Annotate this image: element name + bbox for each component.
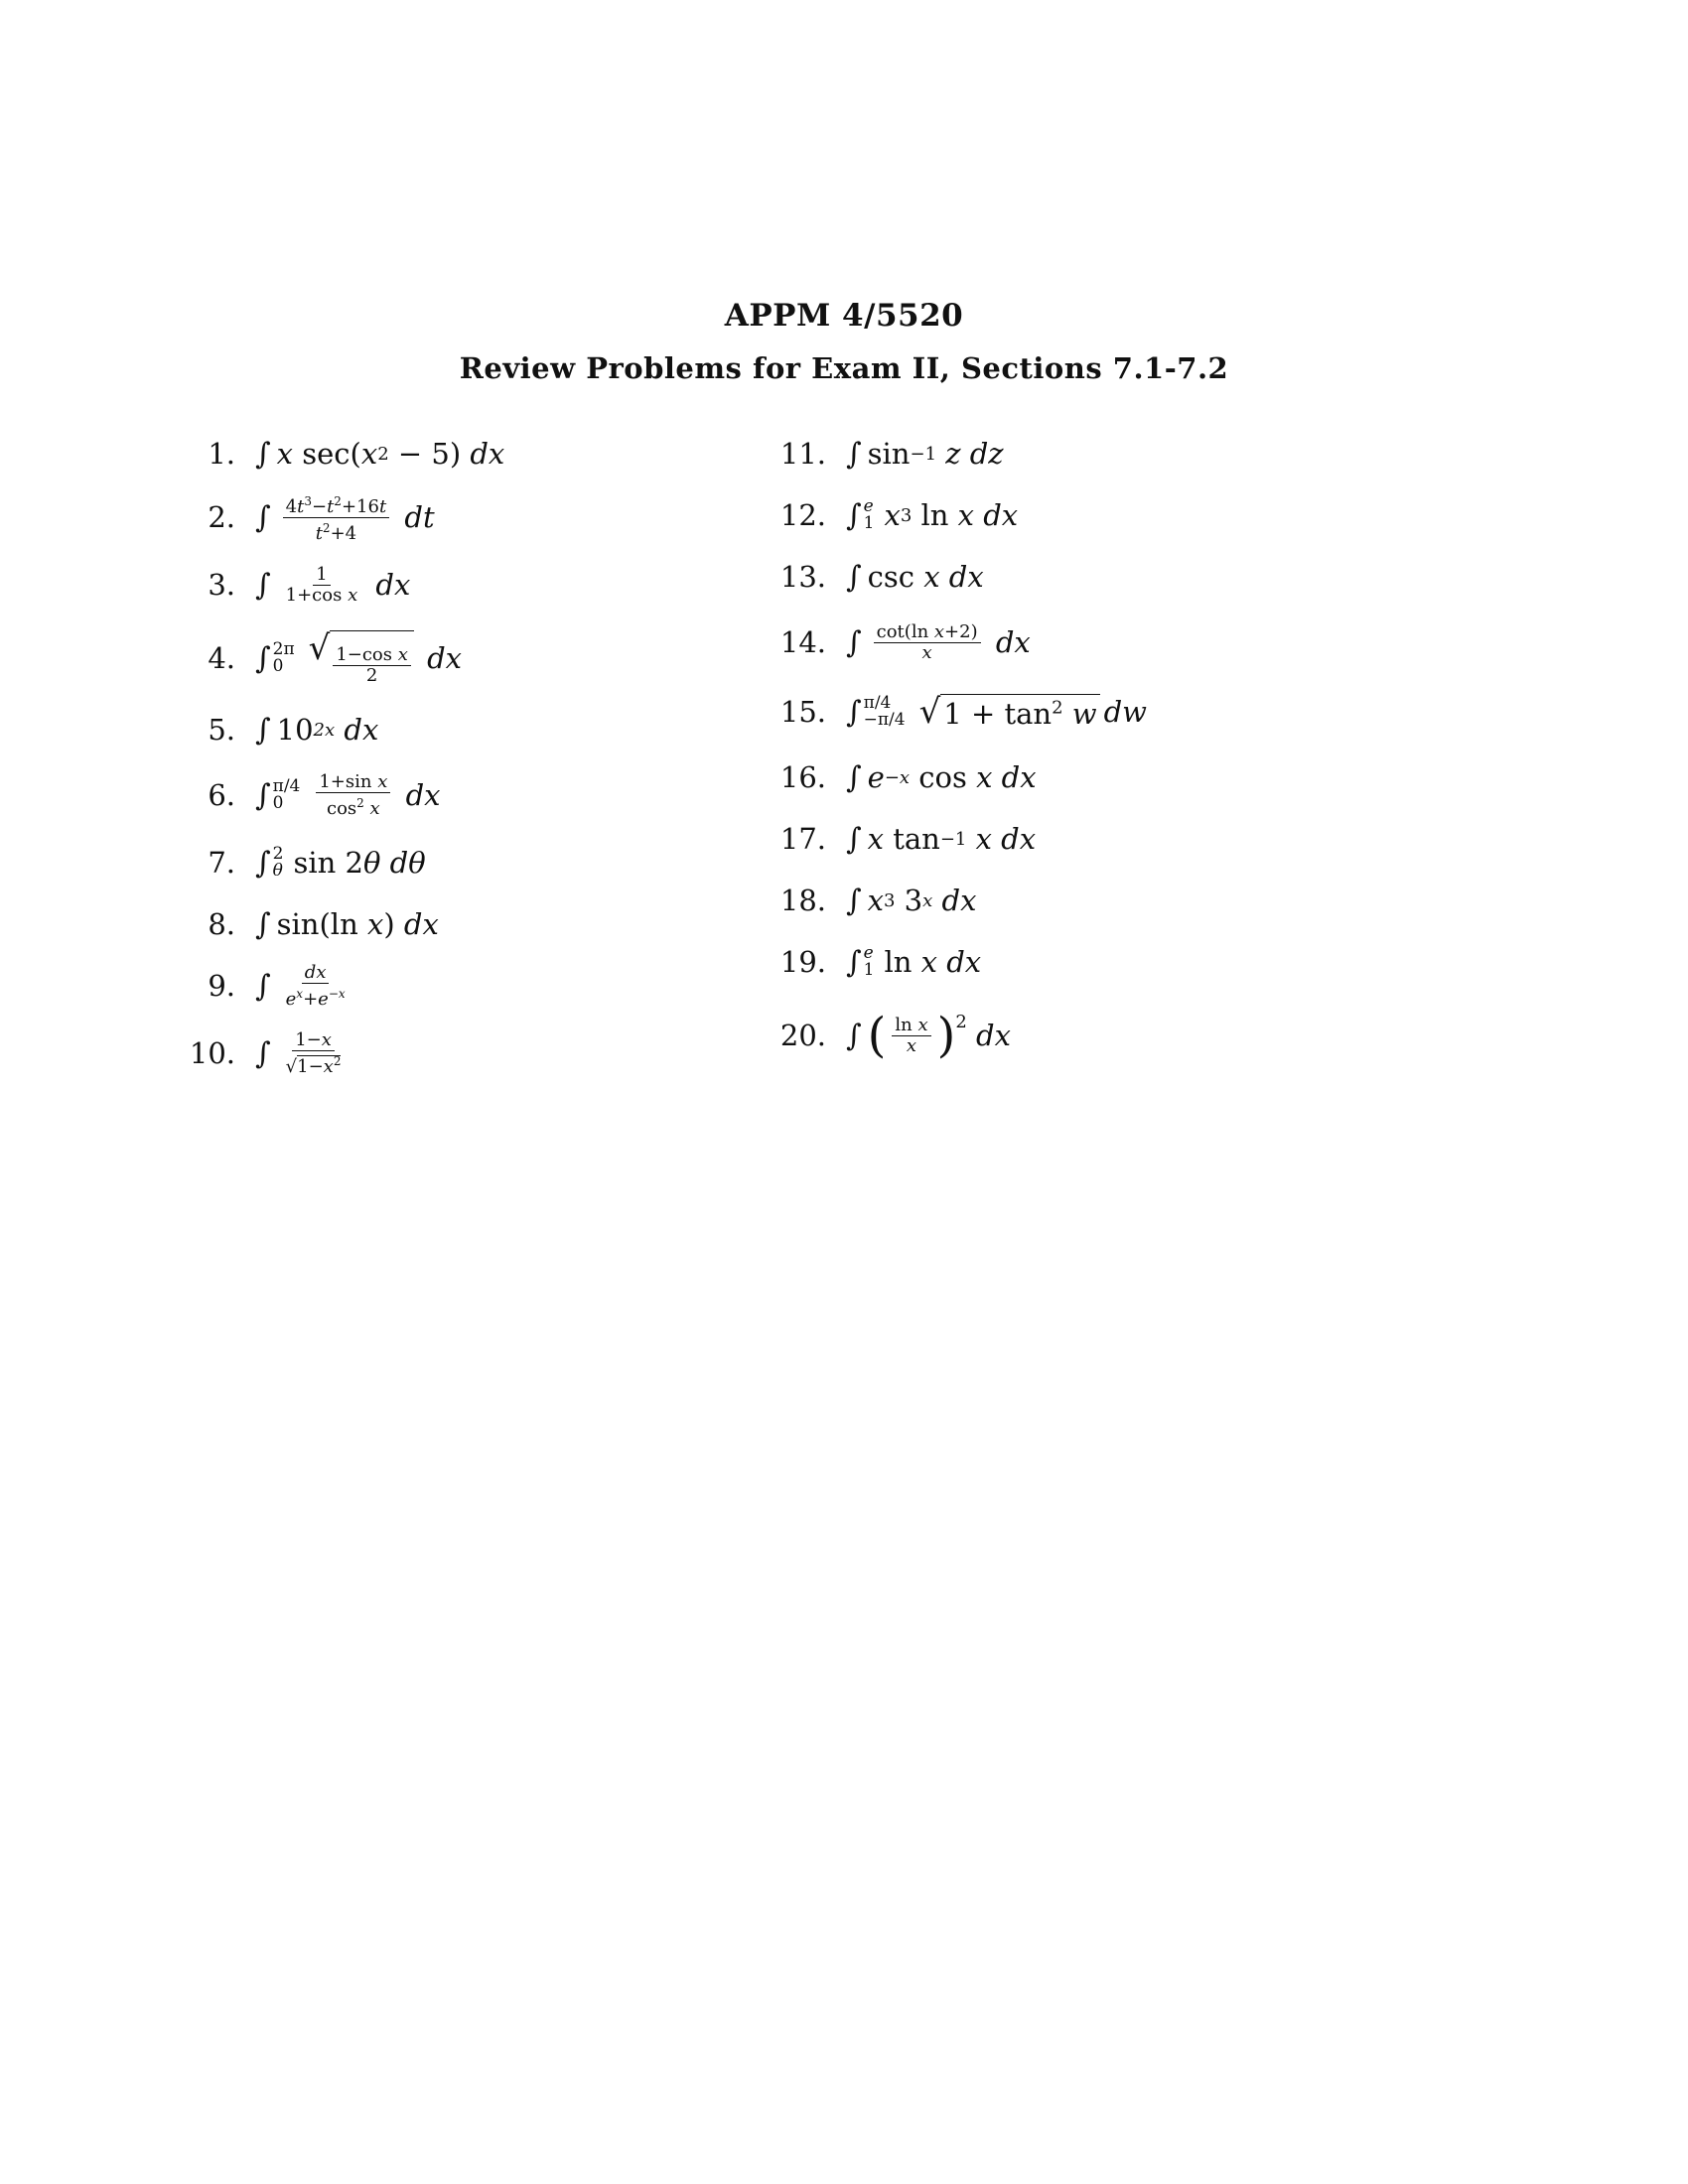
- problem-19: [755, 937, 981, 987]
- problem-expression: ∫ csc x dx: [846, 559, 984, 595]
- page-subtitle: Review Problems for Exam II, Sections 7.1-7.2: [459, 351, 1229, 385]
- problem-expression: ∫ 10 2x dx: [255, 712, 379, 748]
- problem-expression: ∫ ( $\frac{\text{ln x}}{x}$ ) $^2$ dx: [846, 1008, 1011, 1063]
- problem-number: 11.: [779, 437, 826, 471]
- problem-number: 17.: [779, 822, 826, 856]
- problem-number: 1.: [208, 437, 235, 471]
- problem-expression: ∫ 2π 0 √ $\frac{\text{1−cos x}}{2}$ dx: [255, 628, 463, 686]
- problem-1: [174, 429, 504, 478]
- problem-expression: ∫ x tan −1 x dx: [846, 821, 1037, 857]
- problem-16: [755, 752, 1037, 802]
- problem-number: 5.: [208, 713, 235, 747]
- problem-14: [755, 617, 1031, 667]
- problem-20: [755, 1008, 1011, 1063]
- problem-3: [174, 560, 410, 610]
- problem-expression: ∫ $\frac{dx}{e^x+e^{-x}}$: [255, 961, 346, 1010]
- problem-number: 7.: [208, 846, 235, 880]
- problem-5: [174, 705, 378, 754]
- problem-expression: ∫ sin −1 z dz: [846, 436, 1004, 472]
- problem-expression: ∫ $\frac{4t^3-t^2+16t}{t^2+4}$ dt: [255, 491, 435, 544]
- problem-number: 20.: [779, 1019, 826, 1052]
- problem-number: 8.: [208, 907, 235, 941]
- problem-expression: ∫ $\frac{1-x}{√1-x^2}$: [255, 1028, 342, 1077]
- problem-12: [755, 490, 1018, 540]
- problem-number: 4.: [208, 641, 235, 675]
- problem-number: 14.: [779, 625, 826, 659]
- problem-6: [174, 770, 441, 820]
- page-title: APPM 4/5520: [724, 298, 964, 334]
- problem-2: [174, 492, 435, 542]
- problem-number: 18.: [779, 884, 826, 917]
- problem-7: [174, 838, 426, 887]
- problem-expression: ∫ π/4 0 $\frac{\text{1+sin x}}{\cos^2 x}$ dx: [255, 770, 441, 819]
- problem-number: 10.: [189, 1036, 235, 1070]
- problem-9: [174, 961, 354, 1011]
- problem-number: 15.: [779, 695, 826, 729]
- problem-expression: ∫ $\frac{1}{\text{1+cos x}}$ dx: [255, 563, 411, 606]
- problem-expression: ∫ 2 θ sin 2 θ dθ: [255, 844, 426, 881]
- problem-10: [174, 1028, 350, 1078]
- problem-number: 9.: [208, 969, 235, 1003]
- problem-11: [755, 429, 1004, 478]
- problem-number: 12.: [779, 498, 826, 532]
- problem-number: 19.: [779, 945, 826, 979]
- problem-expression: ∫ sin(ln x ) dx: [255, 906, 439, 942]
- problem-13: [755, 552, 984, 602]
- problem-number: 13.: [779, 560, 826, 594]
- problem-expression: ∫ e −x cos x dx: [846, 759, 1037, 795]
- problem-number: 6.: [208, 778, 235, 812]
- problem-17: [755, 814, 1036, 864]
- problem-number: 3.: [208, 568, 235, 602]
- problem-expression: ∫ x 3 3 x dx: [846, 883, 977, 918]
- problem-18: [755, 876, 976, 925]
- problem-expression: ∫ π/4 −π/4 √ $1 + \tan^2 w$ dw: [846, 691, 1147, 732]
- problem-number: 2.: [208, 500, 235, 534]
- problem-expression: ∫ $\frac{\text{cot(ln x+2)}}{x}$ dx: [846, 620, 1031, 663]
- problem-number: 16.: [779, 760, 826, 794]
- problem-8: [174, 899, 439, 949]
- problem-4: [174, 628, 463, 686]
- problem-expression: ∫ e 1 x 3 ln x dx: [846, 496, 1019, 533]
- problem-15: [755, 687, 1147, 737]
- problem-expression: ∫ x sec( x 2 − 5) dx: [255, 436, 505, 472]
- problem-expression: ∫ e 1 ln x dx: [846, 943, 982, 980]
